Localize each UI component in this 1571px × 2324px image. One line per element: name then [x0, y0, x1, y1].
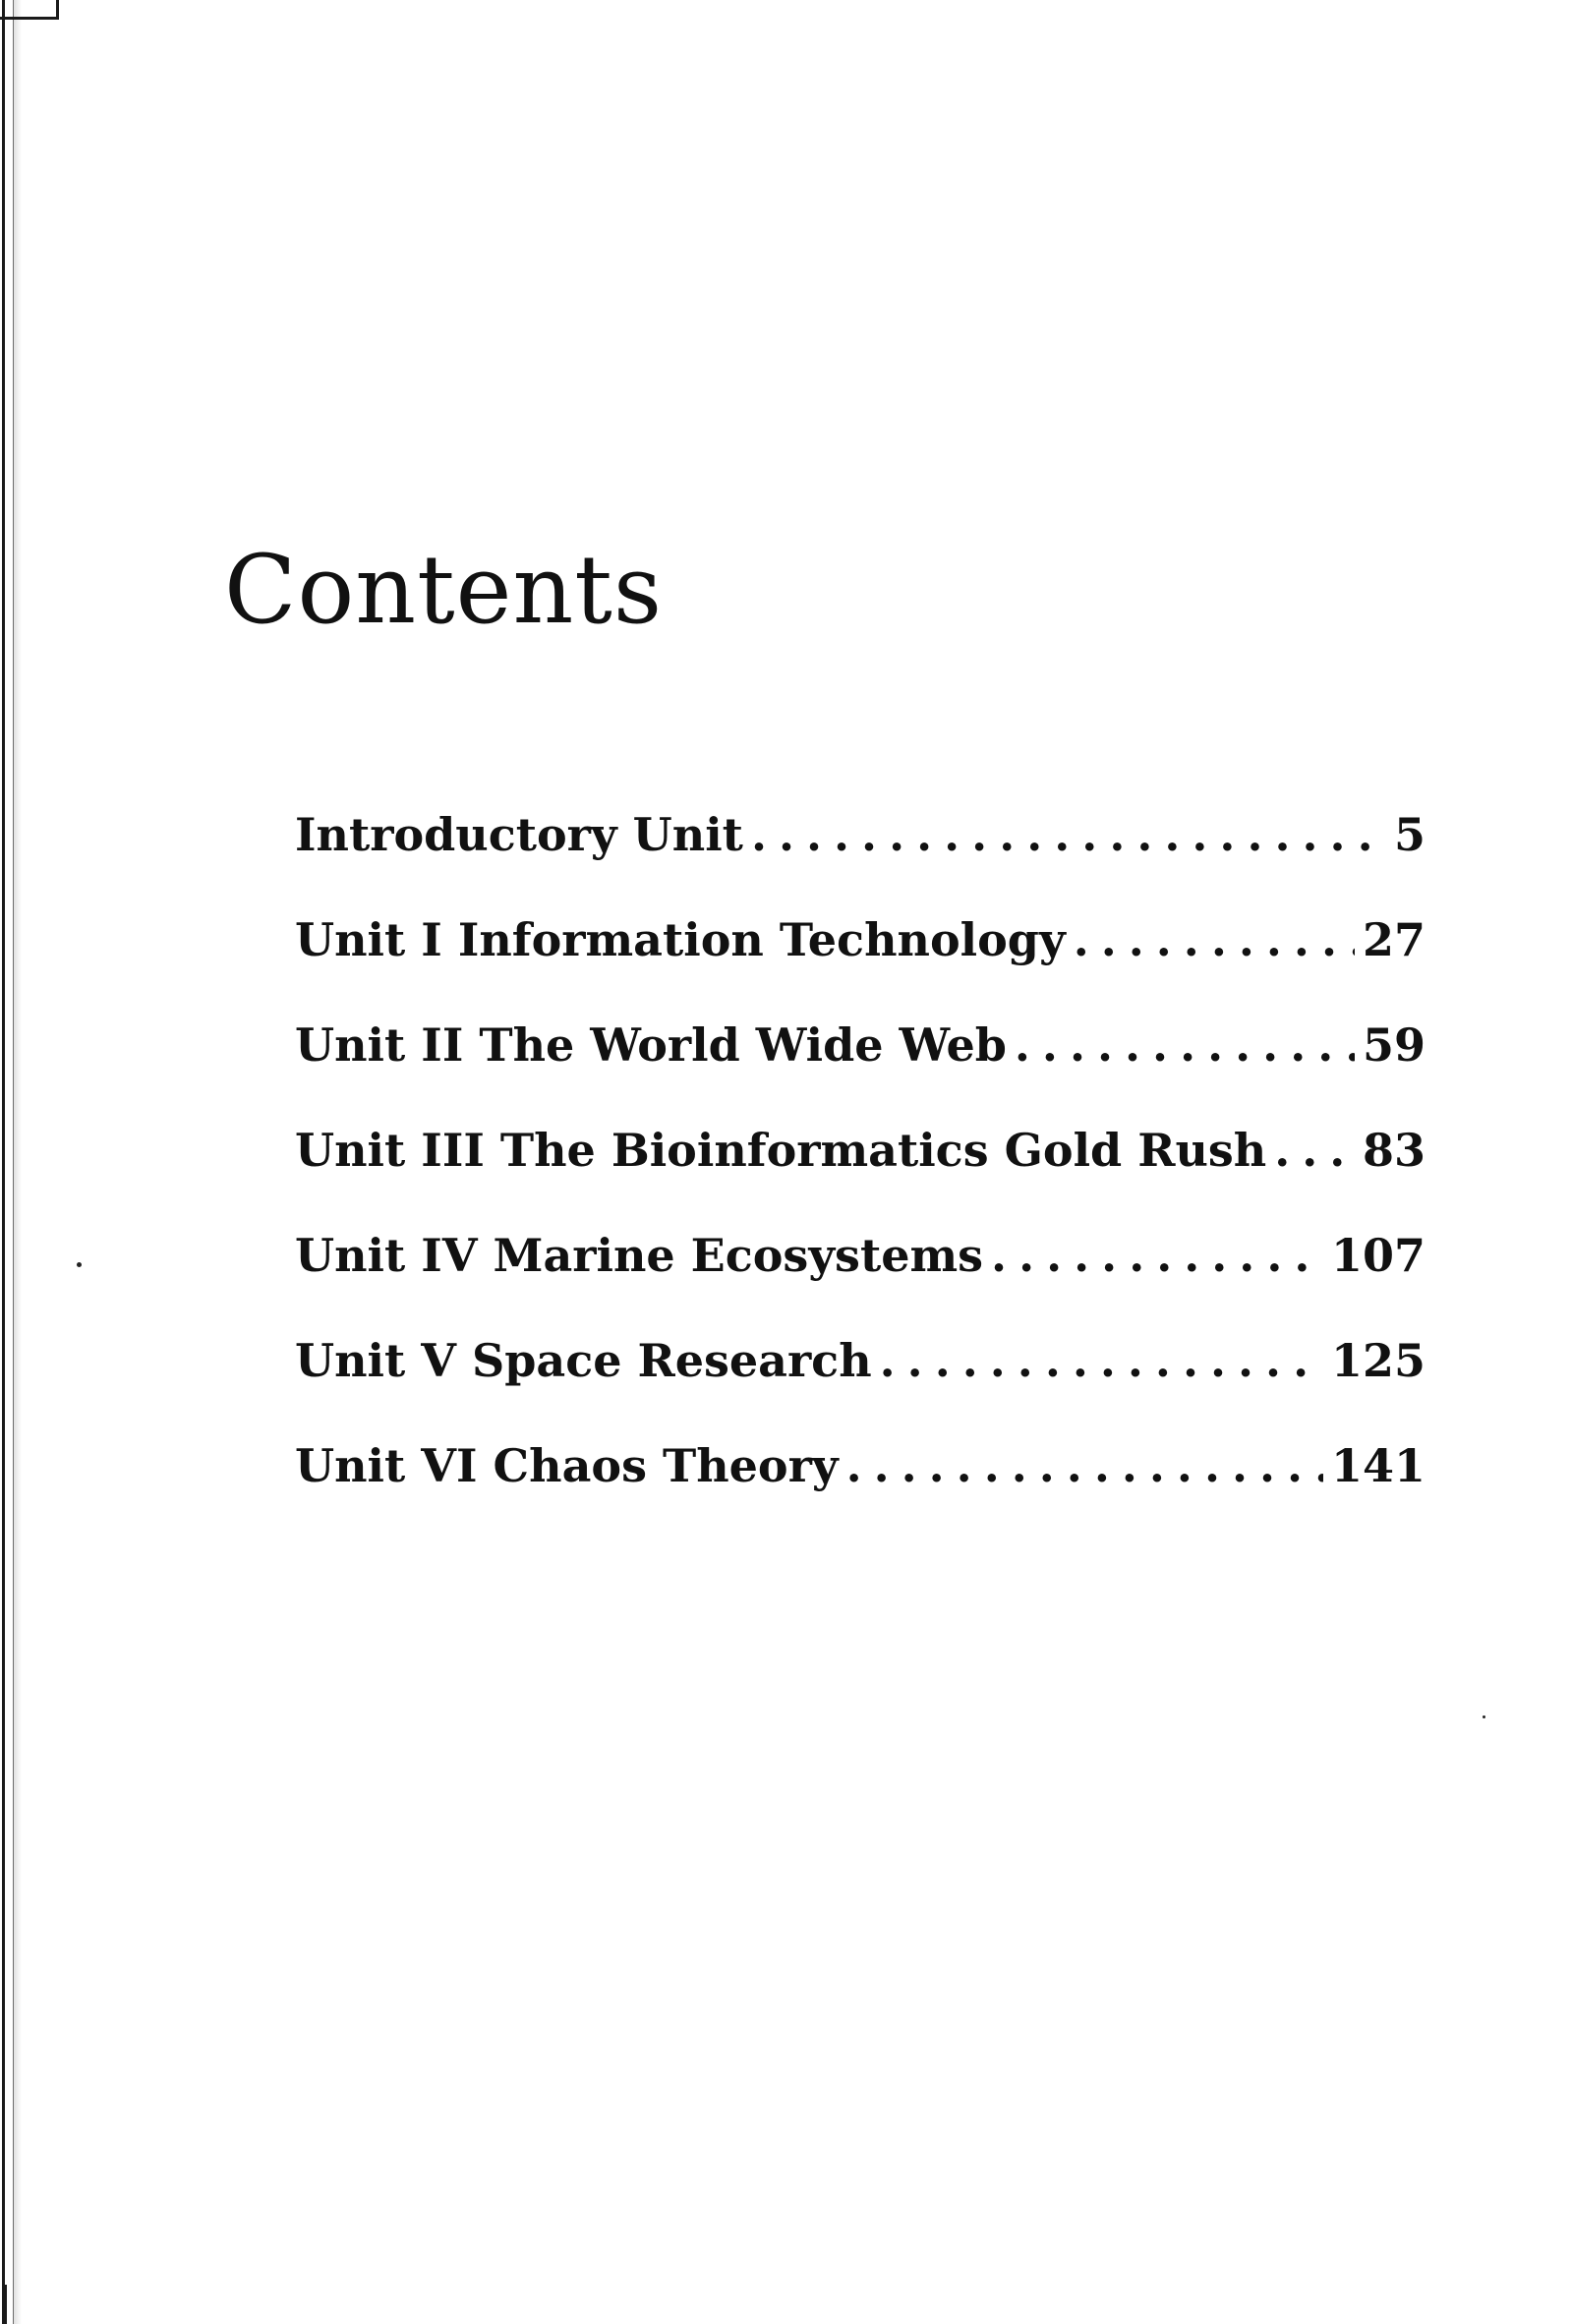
toc-entry-title: Introductory Unit: [295, 808, 743, 861]
toc-entry-unit-v: [295, 1334, 1426, 1439]
toc-dot-leader: [846, 1439, 1323, 1492]
toc-entry-title: Unit II The World Wide Web: [295, 1018, 1007, 1072]
binding-shadow: [14, 0, 22, 2324]
toc-dot-leader: [1015, 1018, 1355, 1072]
toc-entry-unit-ii: [295, 1018, 1426, 1124]
toc-entry-unit-iii: [295, 1124, 1426, 1229]
toc-entry-title: Unit V Space Research: [295, 1334, 872, 1387]
toc-entry-page: 27: [1362, 913, 1426, 966]
page-binding-edge: [2, 0, 14, 2324]
toc-dot-leader: [1074, 913, 1355, 966]
toc-entry-page: 141: [1330, 1439, 1426, 1492]
toc-entry-page: 83: [1362, 1124, 1426, 1177]
toc-entry-page: 5: [1393, 808, 1426, 861]
table-of-contents: [295, 808, 1426, 1544]
scan-speck: [1483, 1715, 1485, 1718]
toc-entry-page: 59: [1362, 1018, 1426, 1072]
toc-entry-introductory-unit: [295, 808, 1426, 913]
toc-entry-unit-i: [295, 913, 1426, 1018]
toc-entry-unit-vi: [295, 1439, 1426, 1544]
toc-dot-leader: [1274, 1124, 1355, 1177]
toc-entry-unit-iv: [295, 1229, 1426, 1334]
toc-entry-title: Unit III The Bioinformatics Gold Rush: [295, 1124, 1267, 1177]
toc-dot-leader: [751, 808, 1386, 861]
toc-entry-title: Unit VI Chaos Theory: [295, 1439, 839, 1492]
toc-dot-leader: [880, 1334, 1323, 1387]
toc-entry-title: Unit I Information Technology: [295, 913, 1066, 966]
scan-speck: [77, 1262, 82, 1267]
bottom-corner-mark: [4, 2285, 73, 2324]
toc-entry-page: 125: [1330, 1334, 1426, 1387]
toc-dot-leader: [991, 1229, 1323, 1282]
toc-entry-page: 107: [1330, 1229, 1426, 1282]
page-title: Contents: [224, 535, 664, 645]
top-corner-mark: [0, 0, 59, 20]
toc-entry-title: Unit IV Marine Ecosystems: [295, 1229, 984, 1282]
